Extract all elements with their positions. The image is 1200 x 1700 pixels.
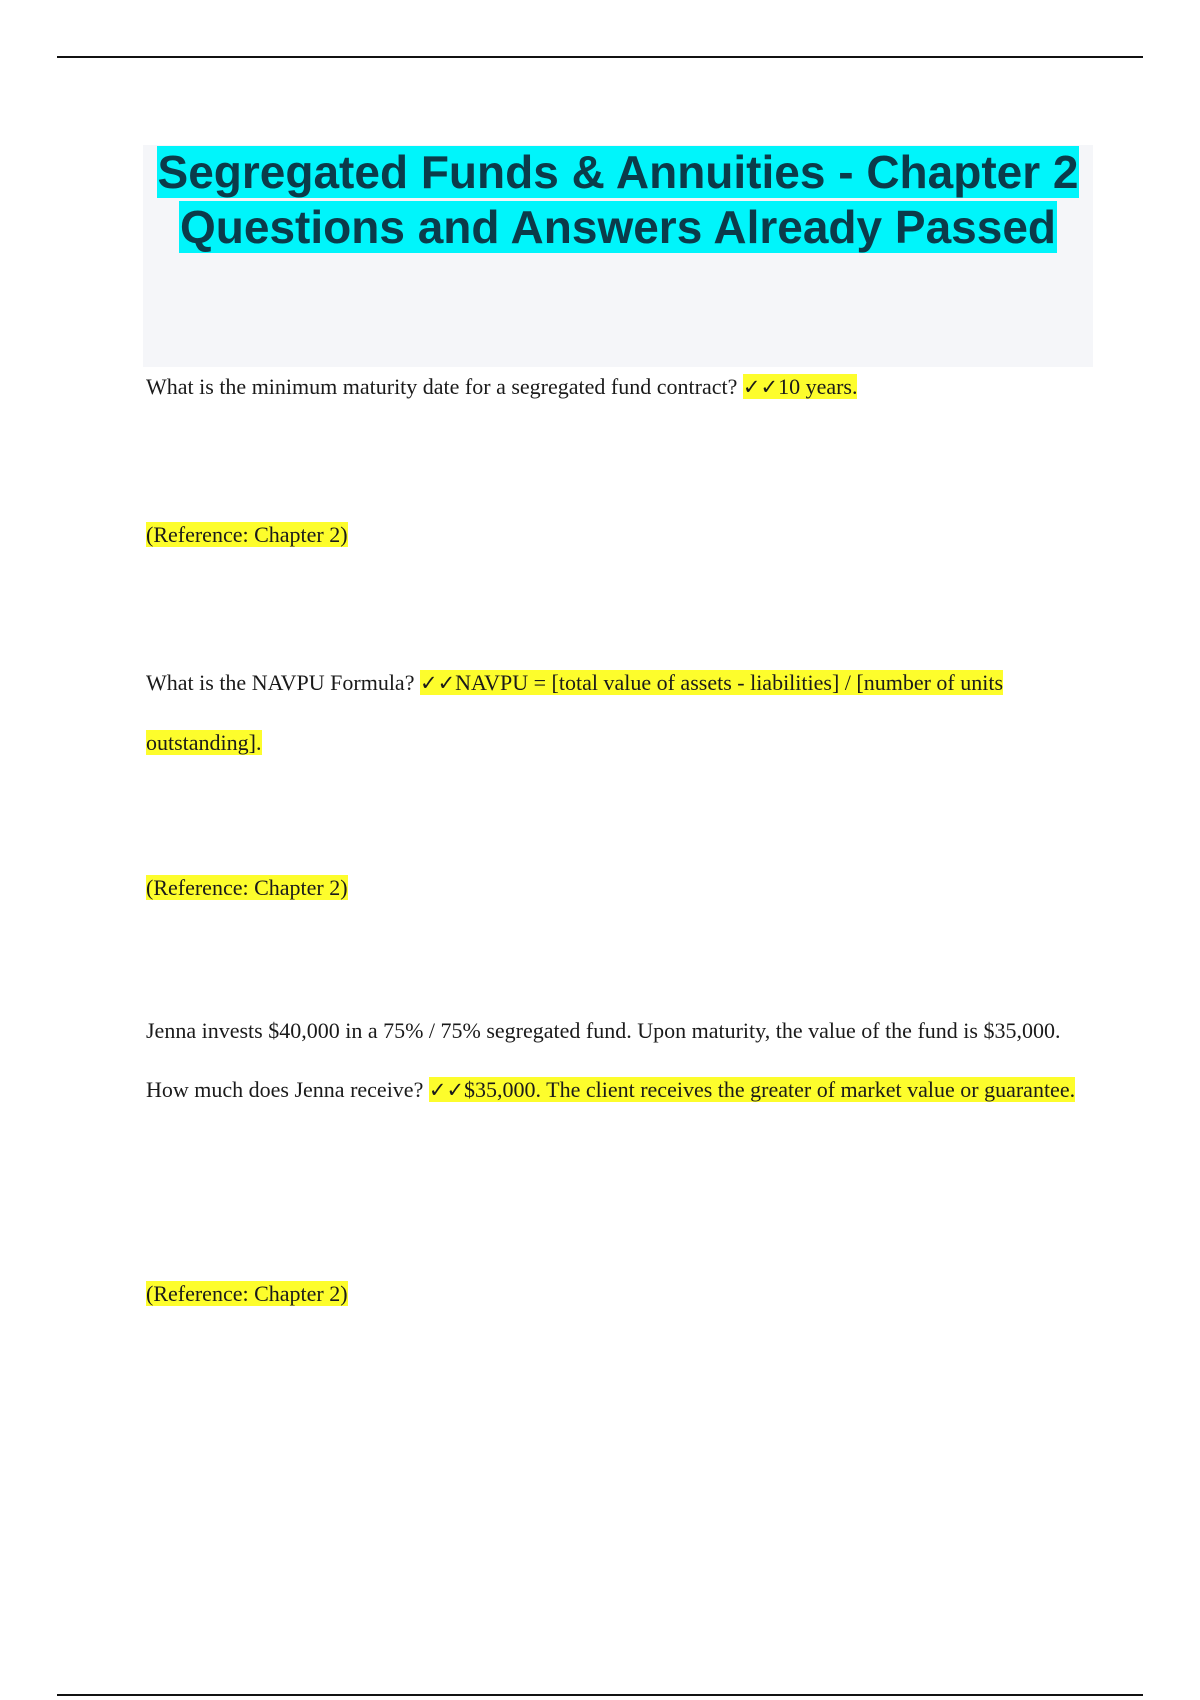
document-title-text: Segregated Funds & Annuities - Chapter 2 Questions and Answers Already Passed bbox=[157, 146, 1079, 253]
title-block bbox=[143, 145, 1093, 367]
question-3 bbox=[146, 1001, 1076, 1120]
reference-3-text: (Reference: Chapter 2) bbox=[146, 1281, 348, 1306]
reference-2 bbox=[146, 858, 1076, 917]
double-check-icon: ✓✓ bbox=[428, 1078, 465, 1102]
bottom-rule bbox=[57, 1694, 1143, 1696]
double-check-icon: ✓✓ bbox=[742, 375, 779, 399]
answer-1 bbox=[743, 374, 858, 399]
question-2 bbox=[146, 653, 1076, 772]
double-check-icon: ✓✓ bbox=[419, 671, 456, 695]
question-2-text: What is the NAVPU Formula? bbox=[146, 670, 415, 695]
top-rule bbox=[57, 56, 1143, 58]
answer-2-text: NAVPU = [total value of assets - liabilities] / [number of units outstanding]. bbox=[146, 670, 1004, 755]
question-1-text: What is the minimum maturity date for a segregated fund contract? bbox=[146, 374, 738, 399]
answer-1-text: 10 years. bbox=[778, 374, 858, 399]
reference-1 bbox=[146, 505, 1076, 564]
reference-1-text: (Reference: Chapter 2) bbox=[146, 522, 348, 547]
answer-3-text: $35,000. The client receives the greater of market value or guarantee. bbox=[464, 1077, 1076, 1102]
reference-3 bbox=[146, 1264, 1076, 1323]
question-1 bbox=[146, 357, 1076, 417]
reference-2-text: (Reference: Chapter 2) bbox=[146, 875, 348, 900]
question-3-text: Jenna invests $40,000 in a 75% / 75% segregated fund. Upon maturity, the value of the fund is $35,000. How much does Jenna receive? bbox=[146, 1018, 1061, 1102]
document-title bbox=[143, 145, 1093, 255]
answer-3 bbox=[429, 1077, 1075, 1102]
